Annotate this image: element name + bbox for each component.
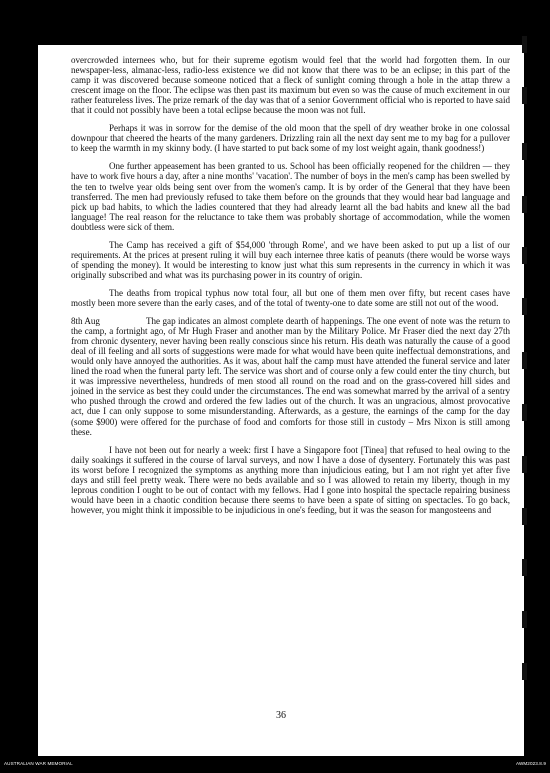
date-label: 8th Aug (71, 316, 100, 327)
binding-tab (522, 87, 527, 104)
binding-tab (522, 611, 527, 628)
archive-reference: AWM2023.8.9 (515, 761, 546, 766)
document-page (38, 45, 524, 756)
paragraph-gift: The Camp has received a gift of $54,000 'through Rome', and we have been asked to put up a list of our requirements. At the prices at present ruling it will buy each internee three katis of peanuts (there would be worse ways of spending the money). It would be interesting to know just what this sum represents in the currency in which it was originally subscribed and what was its purchasing power in its country of origin. (71, 239, 510, 280)
binding-tab (522, 663, 527, 680)
binding-tab (522, 143, 527, 160)
binding-tab (522, 559, 527, 576)
paragraph-fraser (71, 316, 510, 437)
paragraph-dysentery: I have not been out for nearly a week: first I have a Singapore foot [Tinea] that refused to heal owing to the daily soakings it suffered in the course of larval surveys, and now I have a dose of dysentery. Fortunately this was past its worst before I recognized the symptoms as anything more than injudicious eating, but I am not right yet after five days and still feel pretty weak. There were no beds available and so I was allowed to retain my liberty, though in my leprous condition I ought to be out of contact with my fellows. Had I gone into hospital the spectacle repairing business would have been in a chaotic condition because there seems to have been a spate of sitting on spectacles. To go back, however, you might think it impossible to be injudicious in one's feeding, but it was the season for mangosteens and (71, 444, 510, 515)
binding-tab (522, 404, 527, 421)
binding-tab (522, 456, 527, 473)
binding-tab (522, 247, 527, 264)
paragraph-eclipse: overcrowded internees who, but for their supreme egotism would feel that the world had forgotten them. In our newspaper-less, almanac-less, radio-less existence we did not know that there was to be an eclipse; in this part of the camp it was discovered because someone noticed that a fleck of sunlight coming through a hole in the attap threw a crescent image on the floor. The eclipse was then past its maximum but even so was the cause of much excitement in our rather featureless lives. The prize remark of the day was that of a senior Government official who is reported to have said that it could not possibly have been a total eclipse because the moon was not full. (71, 55, 510, 116)
paragraph-downpour: Perhaps it was in sorrow for the demise of the old moon that the spell of dry weather broke in one colossal downpour that cheered the hearts of the many gardeners. Drizzling rain all the next day sent me to my bag for a pullover to keep the warmth in my skinny body. (I have started to put back some of my lost weight again, thank goodness!) (71, 123, 510, 154)
body-text (71, 55, 510, 523)
binding-tab (522, 196, 527, 213)
paragraph-school: One further appeasement has been granted to us. School has been officially reopened for the children — they have to work five hours a day, after a nine months' 'vacation'. The number of boys in the men's camp has been swelled by the ten to twelve year olds being sent over from the women's camp. It is by order of the General that they have been transferred. The men had previously refused to take them before on the grounds that they would hear bad language and pick up bad habits, to which the ladies countered that they had already learnt all the bad habits and knew all the bad language! The real reason for the reluctance to take them was probably shortage of accommodation, while the women doubtless were sick of them. (71, 161, 510, 232)
paragraph-fraser-text: The gap indicates an almost complete dearth of happenings. The one event of note was the return to the camp, a fortnight ago, of Mr Hugh Fraser and another man by the Military Police. Mr Fraser died the next day 27th from chronic dysentery, never having been really conscious since his return. His death was naturally the cause of a good deal of ill feeling and all sorts of suggestions were made for what would have been quite ineffectual demonstrations, and would only have annoyed the authorities. As it was, about half the camp must have attended the funeral service and later lined the road when the funeral party left. The service was short and of course only a few could enter the tiny church, but it was impressive nevertheless, hundreds of men stood all round on the road and on the grass-covered hill sides and joined in the service as best they could under the circumstances. The end was somewhat marred by the arrival of a sentry who pushed through the crowd and ordered the few ladies out of the church. It was an ungracious, almost provocative act, due I can only suppose to some misunderstanding. Afterwards, as a gesture, the earnings of the camp for the day (some $900) were offered for the purchase of food and comforts for those still in custody – Mrs Nixon is still among these. (71, 316, 510, 437)
page-number: 36 (276, 710, 286, 721)
binding-tab (522, 36, 527, 53)
binding-tab (522, 298, 527, 315)
archive-credit: AUSTRALIAN WAR MEMORIAL (4, 761, 73, 766)
paragraph-typhus: The deaths from tropical typhus now total four, all but one of them men over fifty, but recent cases have mostly been more severe than the early cases, and of the total of twenty-one to date some are still not out of the wood. (71, 287, 510, 308)
binding-tab (522, 508, 527, 525)
binding-tab (522, 352, 527, 369)
binding-tabs (522, 0, 528, 720)
